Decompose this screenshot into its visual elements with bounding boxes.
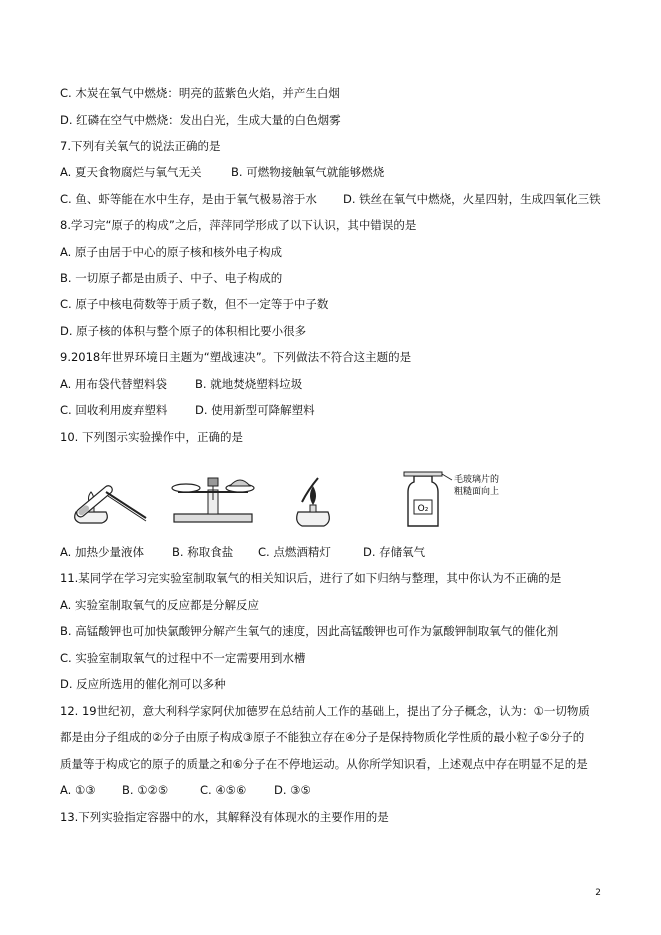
q11-option-d: D. 反应所选用的催化剂可以多种 bbox=[60, 677, 226, 691]
figure-heating-liquid bbox=[66, 466, 150, 526]
page-number: 2 bbox=[595, 888, 601, 898]
q6-option-c: C. 木炭在氧气中燃烧：明亮的蓝紫色火焰，并产生白烟 bbox=[60, 86, 340, 100]
q11-option-a: A. 实验室制取氧气的反应都是分解反应 bbox=[60, 598, 259, 612]
bottle-annotation-2: 粗糙面向上 bbox=[454, 487, 500, 497]
q10-option-c: C. 点燃酒精灯 bbox=[258, 545, 331, 559]
figure-alcohol-lamp bbox=[292, 472, 334, 528]
q10-option-a: A. 加热少量液体 bbox=[60, 545, 144, 559]
q8-stem: 8.学习完“原子的构成”之后，萍萍同学形成了以下认识，其中错误的是 bbox=[60, 218, 417, 232]
q11-option-b: B. 高锰酸钾也可加快氯酸钾分解产生氧气的速度，因此高锰酸钾也可作为氯酸钾制取氧气的催化剂 bbox=[60, 624, 559, 638]
q12-option-c: C. ④⑤⑥ bbox=[200, 783, 247, 797]
q10-option-d: D. 存储氧气 bbox=[363, 545, 426, 559]
q7-option-b: B. 可燃物接触氧气就能够燃烧 bbox=[231, 165, 385, 179]
figure-oxygen-bottle bbox=[398, 470, 508, 528]
figure-balance bbox=[168, 470, 258, 526]
q6-option-d: D. 红磷在空气中燃烧：发出白光，生成大量的白色烟雾 bbox=[60, 113, 341, 127]
q12-stem-line1: 12. 19世纪初，意大利科学家阿伏加德罗在总结前人工作的基础上，提出了分子概念，认为：①一切物质 bbox=[60, 704, 590, 718]
q10-stem: 10. 下列图示实验操作中，正确的是 bbox=[60, 430, 243, 444]
q11-stem: 11.某同学在学习完实验室制取氧气的相关知识后，进行了如下归纳与整理，其中你认为不正确的是 bbox=[60, 571, 562, 585]
q7-stem: 7.下列有关氧气的说法正确的是 bbox=[60, 139, 221, 153]
q9-stem: 9.2018年世界环境日主题为“塑战速决”。下列做法不符合这主题的是 bbox=[60, 350, 412, 364]
q13-stem: 13.下列实验指定容器中的水，其解释没有体现水的主要作用的是 bbox=[60, 810, 389, 824]
q10-option-b: B. 称取食盐 bbox=[172, 545, 234, 559]
q8-option-c: C. 原子中核电荷数等于质子数，但不一定等于中子数 bbox=[60, 297, 329, 311]
q8-option-a: A. 原子由居于中心的原子核和核外电子构成 bbox=[60, 245, 282, 259]
q12-option-b: B. ①②⑤ bbox=[122, 783, 169, 797]
q11-option-c: C. 实验室制取氧气的过程中不一定需要用到水槽 bbox=[60, 651, 306, 665]
bottle-label: O₂ bbox=[417, 504, 429, 514]
q9-option-b: B. 就地焚烧塑料垃圾 bbox=[195, 377, 303, 391]
q12-stem-line2: 都是由分子组成的②分子由原子构成③原子不能独立存在④分子是保持物质化学性质的最小粒子⑤分子的 bbox=[60, 730, 585, 744]
q7-option-c: C. 鱼、虾等能在水中生存，是由于氧气极易溶于水 bbox=[60, 192, 317, 206]
bottle-annotation-1: 毛玻璃片的 bbox=[454, 475, 500, 485]
q12-option-d: D. ③⑤ bbox=[274, 783, 311, 797]
q12-option-a: A. ①③ bbox=[60, 783, 96, 797]
q9-option-d: D. 使用新型可降解塑料 bbox=[195, 403, 315, 417]
q7-option-a: A. 夏天食物腐烂与氧气无关 bbox=[60, 165, 202, 179]
q8-option-b: B. 一切原子都是由质子、中子、电子构成的 bbox=[60, 271, 283, 285]
q8-option-d: D. 原子核的体积与整个原子的体积相比要小很多 bbox=[60, 324, 307, 338]
q7-option-d: D. 铁丝在氧气中燃烧，火星四射，生成四氧化三铁 bbox=[343, 192, 601, 206]
q12-stem-line3: 质量等于构成它的原子的质量之和⑥分子在不停地运动。从你所学知识看，上述观点中存在明显不足的是 bbox=[60, 757, 588, 771]
q9-option-c: C. 回收利用废弃塑料 bbox=[60, 403, 168, 417]
q9-option-a: A. 用布袋代替塑料袋 bbox=[60, 377, 167, 391]
